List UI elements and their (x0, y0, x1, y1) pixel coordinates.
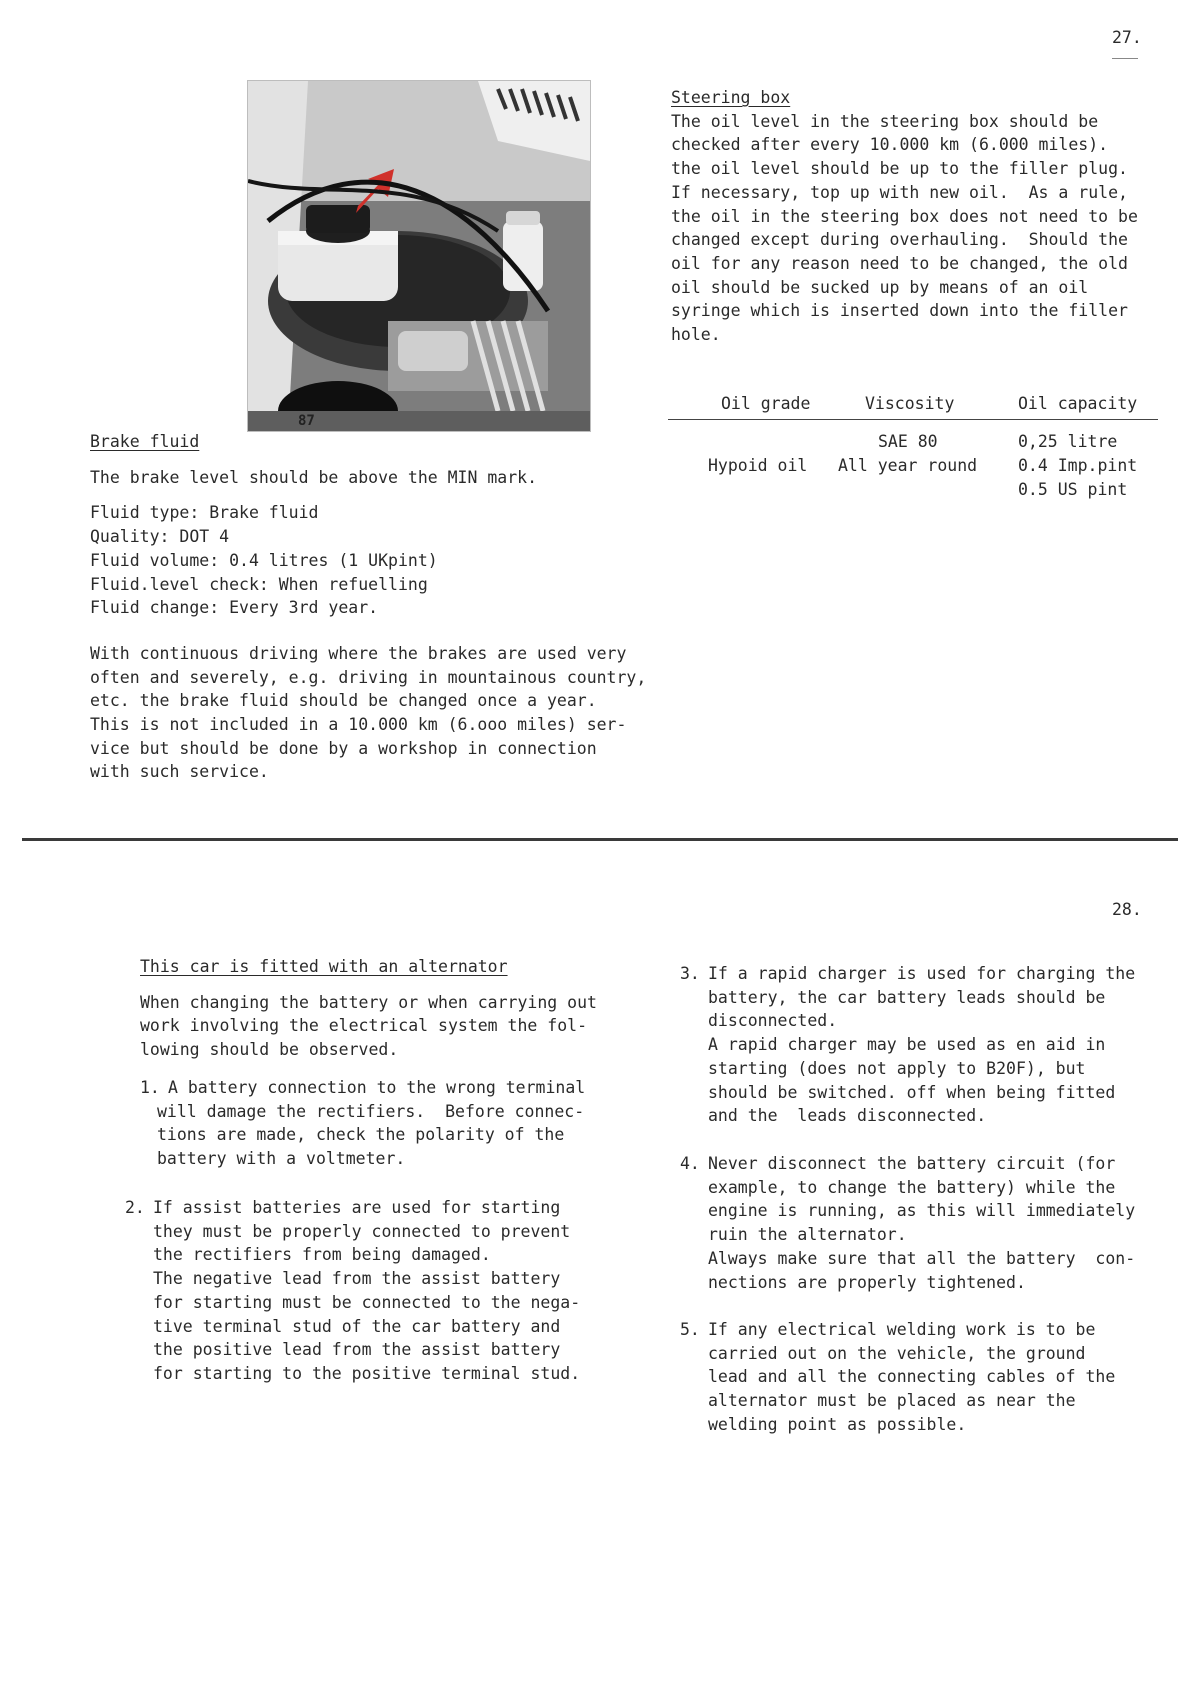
list-item-line: will damage the rectifiers. Before connec- (157, 1101, 585, 1121)
page-number-underline (1112, 58, 1138, 59)
brake-fluid-note-line: vice but should be done by a workshop in connection (90, 738, 597, 758)
list-item-line: and the leads disconnected. (708, 1106, 987, 1126)
alternator-intro-line: work involving the electrical system the fol- (140, 1016, 588, 1036)
list-item (680, 1152, 1135, 1294)
list-item (680, 962, 1135, 1128)
list-item-line: If assist batteries are used for starting (153, 1198, 561, 1217)
list-item-line: engine is running, as this will immediately (708, 1201, 1136, 1221)
list-item (680, 1318, 1115, 1437)
list-item-number: 3. (680, 964, 700, 983)
list-item-line: lead and all the connecting cables of the (708, 1367, 1116, 1387)
list-item-number: 5. (680, 1320, 700, 1339)
steering-box-line: changed except during overhauling. Should the (671, 230, 1128, 250)
brake-fluid-heading: Brake fluid (90, 432, 200, 451)
alternator-heading: This car is fitted with an alternator (140, 957, 508, 976)
oil-table-header-rule (668, 419, 1158, 420)
list-item-line: for starting to the positive terminal stud. (153, 1363, 581, 1383)
list-item-line: Never disconnect the battery circuit (for (708, 1154, 1116, 1173)
list-item-line: starting (does not apply to B20F), but (708, 1058, 1086, 1078)
alternator-intro-line: lowing should be observed. (140, 1040, 399, 1060)
list-item-line: they must be properly connected to prevent (153, 1221, 571, 1241)
list-item-line: If a rapid charger is used for charging the (708, 964, 1136, 983)
list-item-number: 4. (680, 1154, 700, 1173)
steering-box-line: The oil level in the steering box should be (671, 111, 1099, 131)
brake-fluid-note-line: This is not included in a 10.000 km (6.ooo miles) ser- (90, 715, 627, 735)
alternator-section (140, 955, 597, 1062)
list-item-line: nections are properly tightened. (708, 1272, 1026, 1292)
list-item (140, 1076, 585, 1171)
brake-fluid-note-line: often and severely, e.g. driving in mountainous country, (90, 667, 647, 687)
page-number-27: 27. (1112, 28, 1142, 47)
list-item-line: carried out on the vehicle, the ground (708, 1343, 1086, 1363)
oil-table-cell-viscosity: SAE 80 (878, 432, 938, 451)
list-item-line: A rapid charger may be used as en aid in (708, 1035, 1106, 1055)
list-item-line: for starting must be connected to the nega- (153, 1292, 581, 1312)
list-item-line: tive terminal stud of the car battery and (153, 1316, 561, 1336)
list-item-line: welding point as possible. (708, 1414, 967, 1434)
list-item-line: battery, the car battery leads should be (708, 987, 1106, 1007)
oil-table-cell-grade: Hypoid oil (708, 456, 808, 475)
oil-table-header-capacity: Oil capacity (1018, 394, 1138, 413)
page-separator (22, 838, 1178, 841)
list-item-line: tions are made, check the polarity of the (157, 1125, 565, 1145)
steering-box-line: the oil level should be up to the filler plug. (671, 159, 1128, 179)
list-item-line: the rectifiers from being damaged. (153, 1245, 491, 1265)
oil-table (668, 392, 1158, 512)
list-item-number: 2. (125, 1198, 145, 1217)
steering-box-line: oil should be sucked up by means of an oil (671, 277, 1089, 297)
brake-fluid-intro: The brake level should be above the MIN mark. (90, 467, 538, 487)
steering-box-line: If necessary, top up with new oil. As a rule, (671, 182, 1128, 202)
list-item-line: A battery connection to the wrong terminal (168, 1078, 586, 1097)
list-item-number: 1. (140, 1078, 160, 1097)
steering-box-section (671, 86, 1138, 347)
brake-fluid-reservoir-photo (247, 80, 591, 432)
alternator-intro-line: When changing the battery or when carrying out (140, 992, 597, 1012)
steering-box-line: checked after every 10.000 km (6.000 miles). (671, 135, 1109, 155)
oil-table-cell-capacity: 0.5 US pint (1018, 480, 1128, 499)
brake-fluid-note-line: with such service. (90, 762, 269, 782)
brake-fluid-spec: Fluid type: Brake fluid (90, 503, 319, 523)
brake-fluid-spec: Fluid change: Every 3rd year. (90, 598, 379, 618)
oil-table-cell-capacity: 0.4 Imp.pint (1018, 456, 1138, 475)
brake-fluid-spec: Fluid.level check: When refuelling (90, 574, 428, 594)
list-item-line: battery with a voltmeter. (157, 1149, 406, 1169)
list-item-line: If any electrical welding work is to be (708, 1320, 1096, 1339)
list-item-line: ruin the alternator. (708, 1225, 907, 1245)
steering-box-line: syringe which is inserted down into the filler (671, 301, 1128, 321)
steering-box-heading: Steering box (671, 88, 791, 107)
photo-label: 87 (298, 413, 315, 429)
list-item-line: The negative lead from the assist battery (153, 1269, 561, 1289)
brake-fluid-note-line: With continuous driving where the brakes are used very (90, 643, 627, 663)
list-item-line: example, to change the battery) while the (708, 1177, 1116, 1197)
brake-fluid-section (90, 430, 646, 784)
brake-fluid-spec: Quality: DOT 4 (90, 527, 230, 547)
brake-fluid-note-line: etc. the brake fluid should be changed once a year. (90, 691, 597, 711)
list-item (125, 1196, 580, 1386)
oil-table-cell-viscosity: All year round (838, 456, 978, 475)
page-number-28: 28. (1112, 900, 1142, 919)
list-item-line: should be switched. off when being fitted (708, 1082, 1116, 1102)
oil-table-cell-capacity: 0,25 litre (1018, 432, 1118, 451)
list-item-line: alternator must be placed as near the (708, 1391, 1076, 1411)
steering-box-line: oil for any reason need to be changed, the old (671, 253, 1128, 273)
oil-table-header-grade: Oil grade (721, 394, 811, 413)
steering-box-line: hole. (671, 325, 721, 345)
steering-box-line: the oil in the steering box does not need to be (671, 206, 1138, 226)
list-item-line: Always make sure that all the battery con- (708, 1248, 1136, 1268)
list-item-line: disconnected. (708, 1011, 838, 1031)
list-item-line: the positive lead from the assist battery (153, 1340, 561, 1360)
brake-fluid-spec: Fluid volume: 0.4 litres (1 UKpint) (90, 550, 438, 570)
oil-table-header-viscosity: Viscosity (865, 394, 955, 413)
